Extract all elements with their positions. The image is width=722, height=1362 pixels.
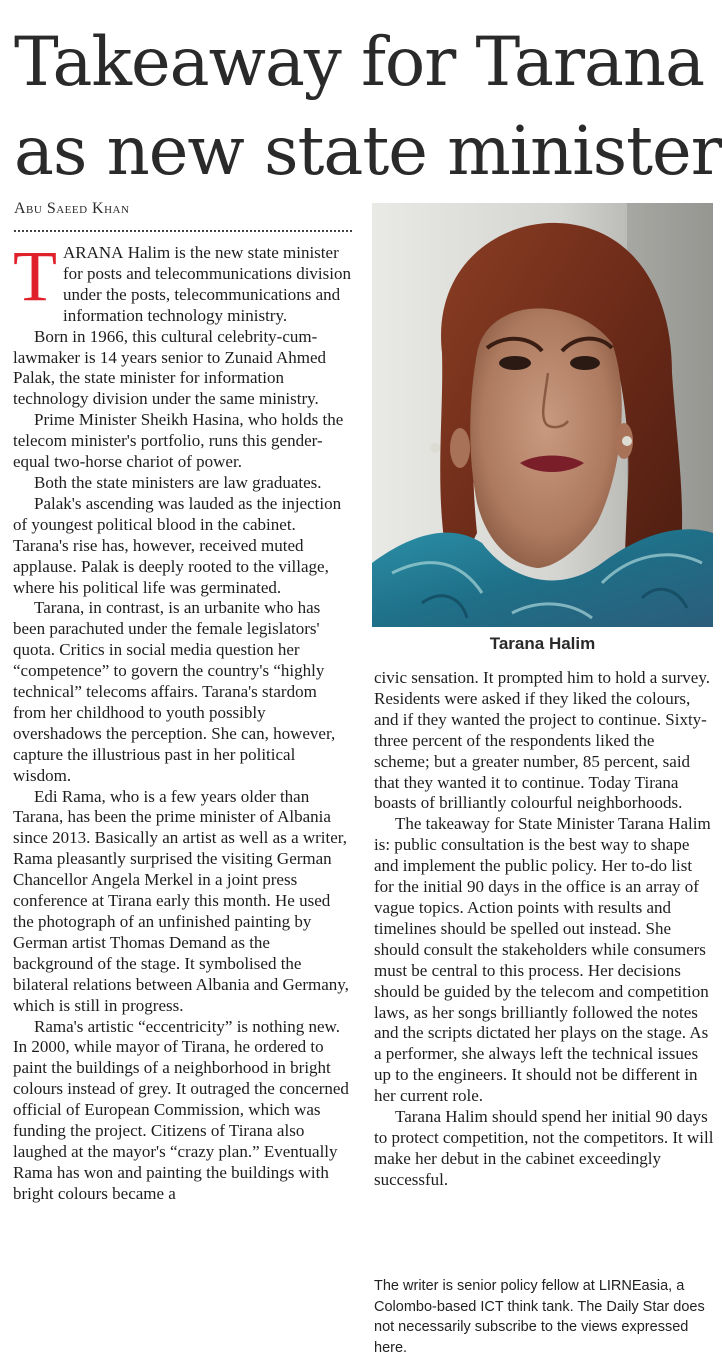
headline-line-1: Takeaway for Tarana bbox=[14, 23, 705, 101]
headline bbox=[14, 18, 722, 196]
paragraph: Both the state ministers are law graduates. bbox=[34, 472, 322, 492]
lead-small-caps: ARANA bbox=[62, 243, 124, 262]
paragraph: Palak's ascending was lauded as the injection of youngest political blood in the cabinet. Tarana's rise has, however, received muted applause. Palak is deeply rooted to the village, where his political life was germinated. bbox=[13, 493, 342, 597]
lead-text: Halim is the new state minister for posts and telecommunications division under the posts, telecommunications and information technology ministry. bbox=[62, 243, 351, 325]
paragraph-continued: civic sensation. It prompted him to hold a survey. Residents were asked if they liked the colours, and if they wanted the project to continue. Sixty-three percent of the respondents liked the scheme; but a greater number, 85 percent, said that they wanted it to continue. Today Tirana boasts of brilliantly colourful neighborhoods. bbox=[374, 668, 710, 813]
photo-caption: Tarana Halim bbox=[489, 634, 596, 653]
byline: Abu Saeed Khan bbox=[14, 200, 130, 217]
byline-divider bbox=[14, 230, 352, 232]
article-column-left bbox=[13, 236, 353, 1205]
article-column-right bbox=[374, 668, 714, 1191]
paragraph: Born in 1966, this cultural celebrity-cum-lawmaker is 14 years senior to Zunaid Ahmed Palak, the state minister for information technology division under the same ministry. bbox=[13, 326, 327, 409]
headline-line-2: as new state minister bbox=[14, 112, 722, 190]
paragraph: Tarana, in contrast, is an urbanite who has been parachuted under the female legislators' quota. Critics in social media question her “competence” to govern the country's “highly technical” telecoms affairs. Tarana's stardom from her childhood to youth possibly overshadows the perception. She can, however, capture the illustrious past in her political wisdom. bbox=[13, 598, 336, 785]
paragraph: Edi Rama, who is a few years older than Tarana, has been the prime minister of Albania since 2013. Basically an artist as well as a writer, Rama pleasantly surprised the visiting German Chancellor Angela Merkel in a joint press conference at Tirana early this month. He used the photograph of an unfinished painting by German artist Thomas Demand as the background of the stage. It symbolised the bilateral relations between Albania and Germany, which is still in progress. bbox=[13, 786, 349, 1015]
paragraph: Rama's artistic “eccentricity” is nothing new. In 2000, while mayor of Tirana, he ordered to paint the buildings of a neighborhood in bright colours instead of grey. It outraged the concerned official of European Commission, which was funding the project. Citizens of Tirana also laughed at the mayor's “crazy plan.” Eventually Rama has won and painting the buildings with bright colours became a bbox=[13, 1016, 349, 1203]
paragraph: Tarana Halim should spend her initial 90 days to protect competition, not the competitors. It will make her debut in the cabinet exceedingly successful. bbox=[374, 1107, 714, 1189]
portrait-photo bbox=[372, 203, 713, 627]
paragraph: Prime Minister Sheikh Hasina, who holds the telecom minister's portfolio, runs this gender-equal two-horse chariot of power. bbox=[13, 410, 344, 472]
lead-paragraph bbox=[13, 236, 353, 327]
author-footnote: The writer is senior policy fellow at LIRNEasia, a Colombo-based ICT think tank. The Daily Star does not necessarily subscribe to the views expressed here. bbox=[374, 1278, 705, 1356]
drop-cap: T bbox=[13, 236, 57, 316]
paragraph: The takeaway for State Minister Tarana Halim is: public consultation is the best way to shape and implement the public policy. Her to-do list for the initial 90 days in the office is an array of vague topics. Action points with results and timelines should be spelled out instead. She should consult the stakeholders while consumers must be central to this process. Her decisions should be guided by the telecom and competition laws, as her songs brilliantly followed the notes and the scripts dictated her plays on the stage. As a performer, she always left the technical issues up to the engineers. It should not be different in her current role. bbox=[374, 814, 711, 1106]
